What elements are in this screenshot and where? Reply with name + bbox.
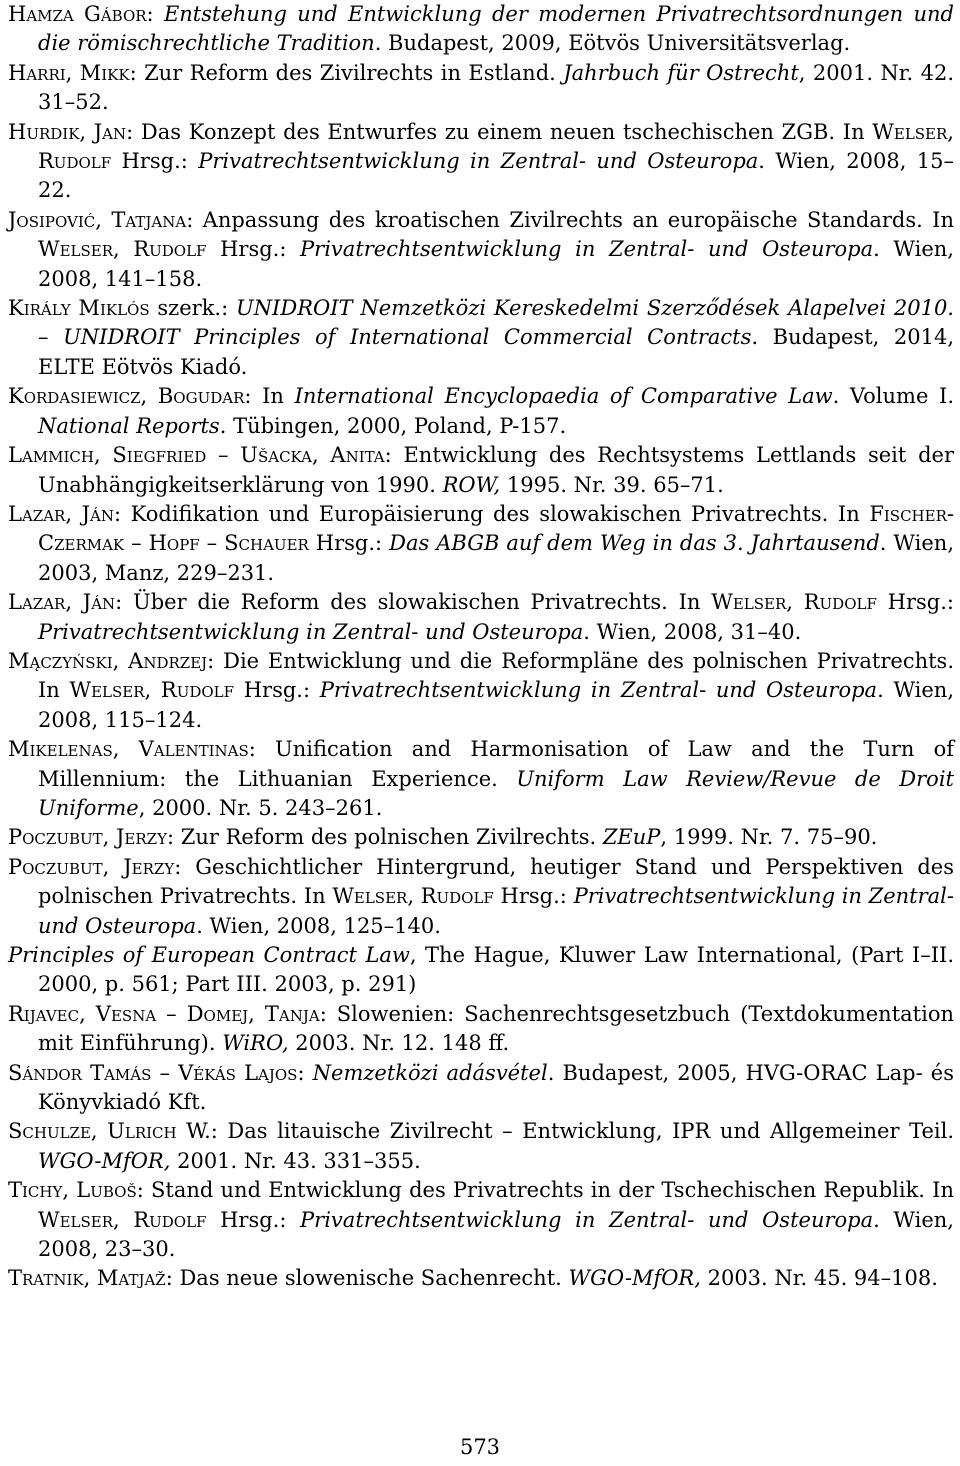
- citation-text: In: [251, 384, 295, 409]
- citation-text: . Wien, 2008, 125–140.: [196, 913, 441, 938]
- bibliography-entry-maczinski: [8, 647, 954, 735]
- title-text: Privatrechtsentwicklung in Zentral- und Osteuropa: [300, 237, 874, 262]
- title-text: Nemzetközi adásvétel: [312, 1060, 548, 1085]
- bibliography-entry-hurdik: [8, 118, 954, 206]
- title-text: Privatrechtsentwicklung in Zentral- und Osteuropa: [319, 678, 878, 703]
- citation-text: , 2001. Nr. 42. 31–52.: [38, 60, 954, 115]
- title-text: WGO-MfOR,: [38, 1148, 171, 1173]
- citation-text: Slowenien: Sachenrechtsgesetzbuch (Textdokumentation mit Einführung).: [38, 1001, 954, 1056]
- citation-text: . Budapest, 2014, ELTE Eötvös Kiadó.: [38, 325, 955, 379]
- author-name: Welser, Rudolf: [332, 884, 494, 909]
- title-text: Privatrechtsentwicklung in Zentral- und Osteuropa: [38, 619, 584, 644]
- citation-text: Kodifikation und Europäisierung des slowakischen Privatrechts. In: [121, 501, 870, 526]
- citation-text: . Budapest, 2005, HVG-ORAC Lap- és Könyvkiadó Kft.: [38, 1060, 954, 1115]
- citation-text: . Budapest, 2009, Eötvös Universitätsverlag.: [374, 31, 851, 56]
- bibliography-entry-poczubut1: [8, 823, 954, 852]
- author-name: Josipović, Tatjana:: [8, 207, 194, 232]
- citation-text: Hrsg.:: [493, 884, 574, 909]
- citation-text: . Tübingen, 2000, Poland, P-157.: [219, 413, 567, 438]
- title-text: International Encyclopaedia of Comparative Law: [294, 384, 833, 409]
- citation-text: [305, 1061, 313, 1085]
- citation-text: Über die Reform des slowakischen Privatrechts. In: [122, 590, 712, 615]
- citation-text: Geschichtlicher Hintergrund, heutiger Stand und Perspektiven des polnischen Privatrechts. In: [38, 854, 954, 909]
- citation-text: Hrsg.:: [206, 1207, 301, 1232]
- title-text: WiRO,: [222, 1031, 289, 1056]
- title-text: Privatrechtsentwicklung in Zentral- und Osteuropa: [300, 1207, 874, 1232]
- bibliography-entry-rijavec: [8, 1000, 954, 1059]
- citation-text: . Wien, 2008, 31–40.: [583, 619, 802, 644]
- title-text: WGO-MfOR,: [568, 1266, 701, 1291]
- citation-text: Hrsg.:: [308, 531, 390, 556]
- author-name: Welser, Rudolf: [69, 678, 235, 703]
- citation-text: Zur Reform des polnischen Zivilrechts.: [174, 825, 603, 850]
- author-name: Kordasiewicz, Bogudar:: [8, 384, 252, 409]
- bibliography-entry-kiraly: [8, 294, 954, 382]
- author-name: Welser, Rudolf: [38, 237, 207, 262]
- bibliography-entry-lazar1: [8, 500, 954, 588]
- citation-text: [154, 2, 164, 26]
- author-name: Fischer-Czermak – Hopf – Schauer: [38, 501, 954, 556]
- citation-text: Zur Reform des Zivilrechts in Estland.: [136, 60, 564, 85]
- bibliography-entry-mikelenas: [8, 735, 954, 823]
- citation-text: Anpassung des kroatischen Zivilrechts an europäische Standards. In: [193, 207, 954, 232]
- title-text: Privatrechtsentwicklung in Zentral- und Osteuropa: [198, 149, 759, 174]
- bibliography-entry-lammich: [8, 441, 954, 500]
- author-name: Lazar, Ján:: [8, 501, 122, 526]
- bibliography-entry-principles: [8, 941, 954, 1000]
- author-name: Hamza Gábor:: [8, 2, 154, 26]
- citation-text: Hrsg.:: [234, 678, 320, 703]
- title-text: ZEuP: [602, 825, 661, 850]
- citation-text: Hrsg.:: [206, 237, 301, 262]
- author-name: Poczubut, Jerzy:: [8, 825, 175, 850]
- citation-text: . Wien, 2008, 141–158.: [38, 237, 954, 291]
- author-name: Tichy, Luboš:: [8, 1178, 144, 1203]
- citation-text: 2003. Nr. 45. 94–108.: [700, 1266, 938, 1291]
- title-text: Entstehung und Entwicklung der modernen Privatrechtsordnungen und die römischrechtliche Tradition: [38, 2, 954, 56]
- author-name: Schulze, Ulrich W.:: [8, 1119, 218, 1144]
- title-text: Jahrbuch für Ostrecht: [563, 60, 799, 85]
- citation-text: szerk.:: [149, 296, 236, 321]
- author-name: Poczubut, Jerzy:: [8, 854, 182, 879]
- citation-text: Das Konzept des Entwurfes zu einem neuen tschechischen ZGB. In: [133, 119, 873, 144]
- citation-text: Die Entwicklung und die Reformpläne des polnischen Privatrechts. In: [38, 648, 954, 703]
- citation-text: . Wien, 2008, 23–30.: [38, 1207, 954, 1262]
- citation-text: 2003. Nr. 12. 148 ff.: [288, 1031, 510, 1056]
- author-name: Lazar, Ján:: [8, 590, 123, 615]
- citation-text: , 2000. Nr. 5. 243–261.: [138, 795, 383, 820]
- author-name: Rijavec, Vesna – Domej, Tanja:: [8, 1001, 327, 1026]
- bibliography-entry-kordasiewicz: [8, 382, 954, 441]
- author-name: Hurdik, Jan:: [8, 119, 134, 144]
- author-name: Lammich, Siegfried – Ušacka, Anita:: [8, 443, 392, 468]
- title-text: Privatrechtsentwicklung in Zentral- und Osteuropa: [38, 884, 954, 938]
- title-text: ROW,: [442, 472, 501, 497]
- title-text: Uniform Law Review/Revue de Droit Uniforme: [38, 766, 954, 820]
- bibliography-entry-poczubut2: [8, 853, 954, 941]
- citation-text: Stand und Entwicklung des Privatrechts in der Tschechischen Republik. In: [143, 1178, 955, 1203]
- author-name: Harri, Mikk:: [8, 60, 137, 85]
- bibliography-entry-sandor: [8, 1059, 954, 1118]
- bibliography-entry-josipovic: [8, 206, 954, 294]
- bibliography-entry-harri: [8, 59, 954, 118]
- bibliography-entry-tichy: [8, 1176, 954, 1264]
- citation-text: Das neue slowenische Sachenrecht.: [172, 1266, 569, 1291]
- author-name: Sándor Tamás – Vékás Lajos:: [8, 1060, 305, 1085]
- page-number: 573: [459, 1435, 501, 1459]
- citation-text: , The Hague, Kluwer Law International, (Part I–II. 2000, p. 561; Part III. 2003, p. 291): [38, 943, 954, 997]
- citation-text: Unification and Harmonisation of Law and the Turn of Millennium: the Lithuanian Experience.: [38, 737, 954, 791]
- citation-text: Hrsg.:: [876, 590, 954, 615]
- citation-text: 1995. Nr. 39. 65–71.: [500, 472, 724, 497]
- bibliography-entry-tratnik: [8, 1264, 954, 1293]
- author-name: Welser, Rudolf: [38, 119, 954, 174]
- citation-text: Entwicklung des Rechtsystems Lettlands seit der Unabhängigkeitserklärung von 1990.: [38, 443, 954, 497]
- author-name: Welser, Rudolf: [711, 590, 877, 615]
- author-name: Király Miklós: [8, 296, 150, 321]
- bibliography-entry-schulze: [8, 1117, 954, 1176]
- citation-text: Hrsg.:: [111, 149, 199, 174]
- citation-text: . Wien, 2003, Manz, 229–231.: [38, 531, 954, 585]
- bibliography-list: [8, 0, 954, 1294]
- citation-text: , 1999. Nr. 7. 75–90.: [660, 825, 878, 850]
- title-text: UNIDROIT Nemzetközi Kereskedelmi Szerződések Alapelvei 2010. – UNIDROIT Principles of International Commercial Contracts: [38, 296, 954, 350]
- bibliography-entry-lazar2: [8, 588, 954, 647]
- author-name: Tratnik, Matjaž:: [8, 1266, 173, 1291]
- citation-text: . Wien, 2008, 115–124.: [38, 678, 954, 732]
- citation-text: 2001. Nr. 43. 331–355.: [170, 1148, 421, 1173]
- citation-text: . Wien, 2008, 15–22.: [38, 149, 954, 203]
- bibliography-entry-hamza: [8, 0, 954, 59]
- author-name: Mączyński, Andrzej:: [8, 648, 215, 673]
- title-text: Das ABGB auf dem Weg in das 3. Jahrtausend: [389, 531, 880, 556]
- author-name: Welser, Rudolf: [38, 1207, 207, 1232]
- title-text: Principles of European Contract Law: [8, 943, 410, 967]
- citation-text: Das litauische Zivilrecht – Entwicklung, IPR und Allgemeiner Teil.: [217, 1119, 954, 1144]
- citation-text: . Volume I.: [832, 384, 955, 409]
- author-name: Mikelenas, Valentinas:: [8, 737, 256, 762]
- title-text: National Reports: [38, 413, 220, 438]
